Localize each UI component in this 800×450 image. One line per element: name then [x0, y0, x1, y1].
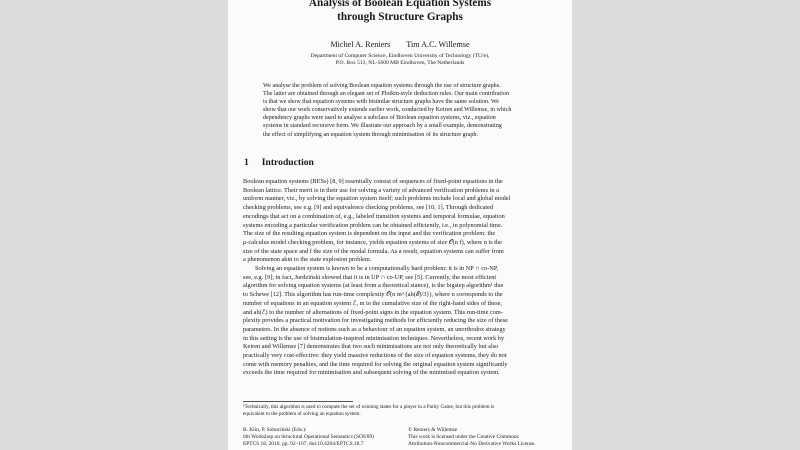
- body-line: checking problems, see e.g. [9] and equivalence checking problems, see [10, 1]. Through dedicated: [243, 204, 494, 212]
- abstract-line: The latter are obtained through an elegant set of Plotkin-style deduction rules. Our main contribution: [263, 91, 509, 98]
- abstract-line: We analyse the problem of solving Boolean equation systems through the use of structure graphs.: [263, 83, 501, 89]
- body-line: algorithm for solving equation systems (at least from a theoretical stance), is the bigstep algorithm¹ due: [243, 282, 504, 290]
- footnote-line: ¹Technically, this algorithm is used to compute the set of winning states for a player in a Parity Game, but this problem is: [243, 404, 495, 410]
- license-line: © Reniers & Willemse: [408, 427, 458, 433]
- footnote-rule: [243, 401, 353, 402]
- license-line: Attribution-Noncommercial-No Derivative Works License.: [408, 441, 536, 448]
- title-line-2: through Structure Graphs: [337, 11, 463, 23]
- footnote: [243, 404, 556, 417]
- body-line: size of the state space and f the size of the modal formula. As a result, equation systems can suffer from: [243, 247, 504, 255]
- abstract-line: the effect of simplifying an equation system through minimisation of its structure graph.: [263, 131, 478, 138]
- publication-line: EPTCS 18, 2010, pp. 92–107, doi:10.4204/EPTCS.18.7: [243, 441, 364, 448]
- affiliation: [228, 53, 572, 67]
- abstract-line: dependency graphs were used to analyse a subclass of Boolean equation systems, viz., equation: [263, 115, 496, 122]
- publication-info: [243, 427, 374, 449]
- body-line: see, e.g. [9]; in fact, Jurdziński showed that it is in UP ∩ co-UP, see [5]. Currently, the most efficient: [243, 273, 497, 281]
- body-line: Boolean equation systems (BESs) [8, 9] essentially consist of sequences of fixed-point equations in the: [243, 178, 503, 185]
- paper-page: [228, 0, 572, 450]
- license-info: [408, 427, 536, 449]
- affiliation-line-2: P.O. Box 513, NL-5600 MB Eindhoven, The Netherlands: [335, 60, 465, 66]
- section-heading: [244, 157, 314, 169]
- body-text: [243, 178, 556, 378]
- body-line: encodings that act on a combination of, e.g., labeled transition systems and temporal formulae, equation: [243, 212, 505, 220]
- body-line: Keiren and Willemse [7] demonstrates that two such minimisations are not only theoretically but also: [243, 343, 499, 351]
- body-line: μ-calculus model checking problem, for instance, yields equation systems of size 𝒪(n f), where n is the: [243, 238, 502, 246]
- title-line-1: Analysis of Boolean Equation Systems: [308, 0, 492, 9]
- body-line: plexity provides a practical motivation for investigating methods for efficiently reducing the size of these: [243, 317, 508, 325]
- body-line: uniform manner, viz., by solving the equation system itself; such problems include local and global model: [243, 195, 511, 203]
- body-line: to Schewe [12]. This algorithm has run-time complexity 𝒪(n m^{ah(ℰ)/3}), where n corresponds to the: [243, 291, 503, 299]
- abstract: [263, 82, 537, 139]
- body-line: practically very cost-effective: they yield massive reductions of the size of equation systems, they do not: [243, 352, 507, 360]
- abstract-line: is that we show that equation systems with bisimilar structure graphs have the same solution. We: [263, 99, 499, 106]
- author-2: Tim A.C. Willemse: [406, 40, 470, 49]
- section-number: 1: [244, 157, 249, 168]
- license-line: This work is licensed under the Creative Commons: [408, 434, 519, 441]
- body-line: number of equations in an equation system ℰ, m to the cumulative size of the right-hand sides of these,: [243, 299, 503, 307]
- section-title: Introduction: [261, 157, 314, 168]
- abstract-line: systems in standard recursive form. We illustrate our approach by a small example, demonstrating: [263, 123, 502, 130]
- body-line: and ah(ℰ) to the number of alternations of fixed-point signs in the equation system. This run-time com-: [243, 308, 503, 316]
- footnote-line: equivalent to the problem of solving an equation system.: [243, 410, 361, 417]
- authors: [228, 40, 572, 50]
- body-line: systems encoding a particular verification problem can be obtained efficiently, i.e., in polynomial time.: [243, 221, 503, 229]
- author-1: Michel A. Reniers: [330, 40, 391, 49]
- affiliation-line-1: Department of Computer Science, Eindhoven University of Technology (TU/e),: [310, 53, 490, 59]
- body-line: a phenomenon akin to the state explosion problem.: [243, 256, 372, 264]
- body-line: Boolean lattice. Their merit is in their use for solving a variety of advanced verification problems in a: [243, 186, 499, 194]
- publication-line: 6th Workshop on Structural Operational Semantics (SOS'09): [243, 434, 374, 441]
- body-line: come with memory penalties, and the time required for solving the original equation system significantly: [243, 360, 508, 368]
- body-line: in this setting is the use of bisimulation-inspired minimisation techniques. Nevertheless, recent work by: [243, 334, 505, 342]
- abstract-line: show that our work conservatively extends earlier work, conducted by Keiren and Willemse, in which: [263, 107, 512, 114]
- body-line: The size of the resulting equation system is dependent on the input and the verification problem: the: [243, 230, 496, 238]
- paper-title: [228, 0, 572, 24]
- body-line: parameters. In the absence of notions such as a behaviour of an equation system, an unorthodox strategy: [243, 325, 506, 333]
- publication-line: B. Klin, P. Sobociński (Eds.):: [243, 427, 307, 433]
- body-line: Solving an equation system is known to be a computationally hard problem: it is in NP ∩ co-NP,: [255, 265, 499, 273]
- body-line: exceeds the time required for minimisation and subsequent solving of the minimised equation system.: [243, 369, 500, 377]
